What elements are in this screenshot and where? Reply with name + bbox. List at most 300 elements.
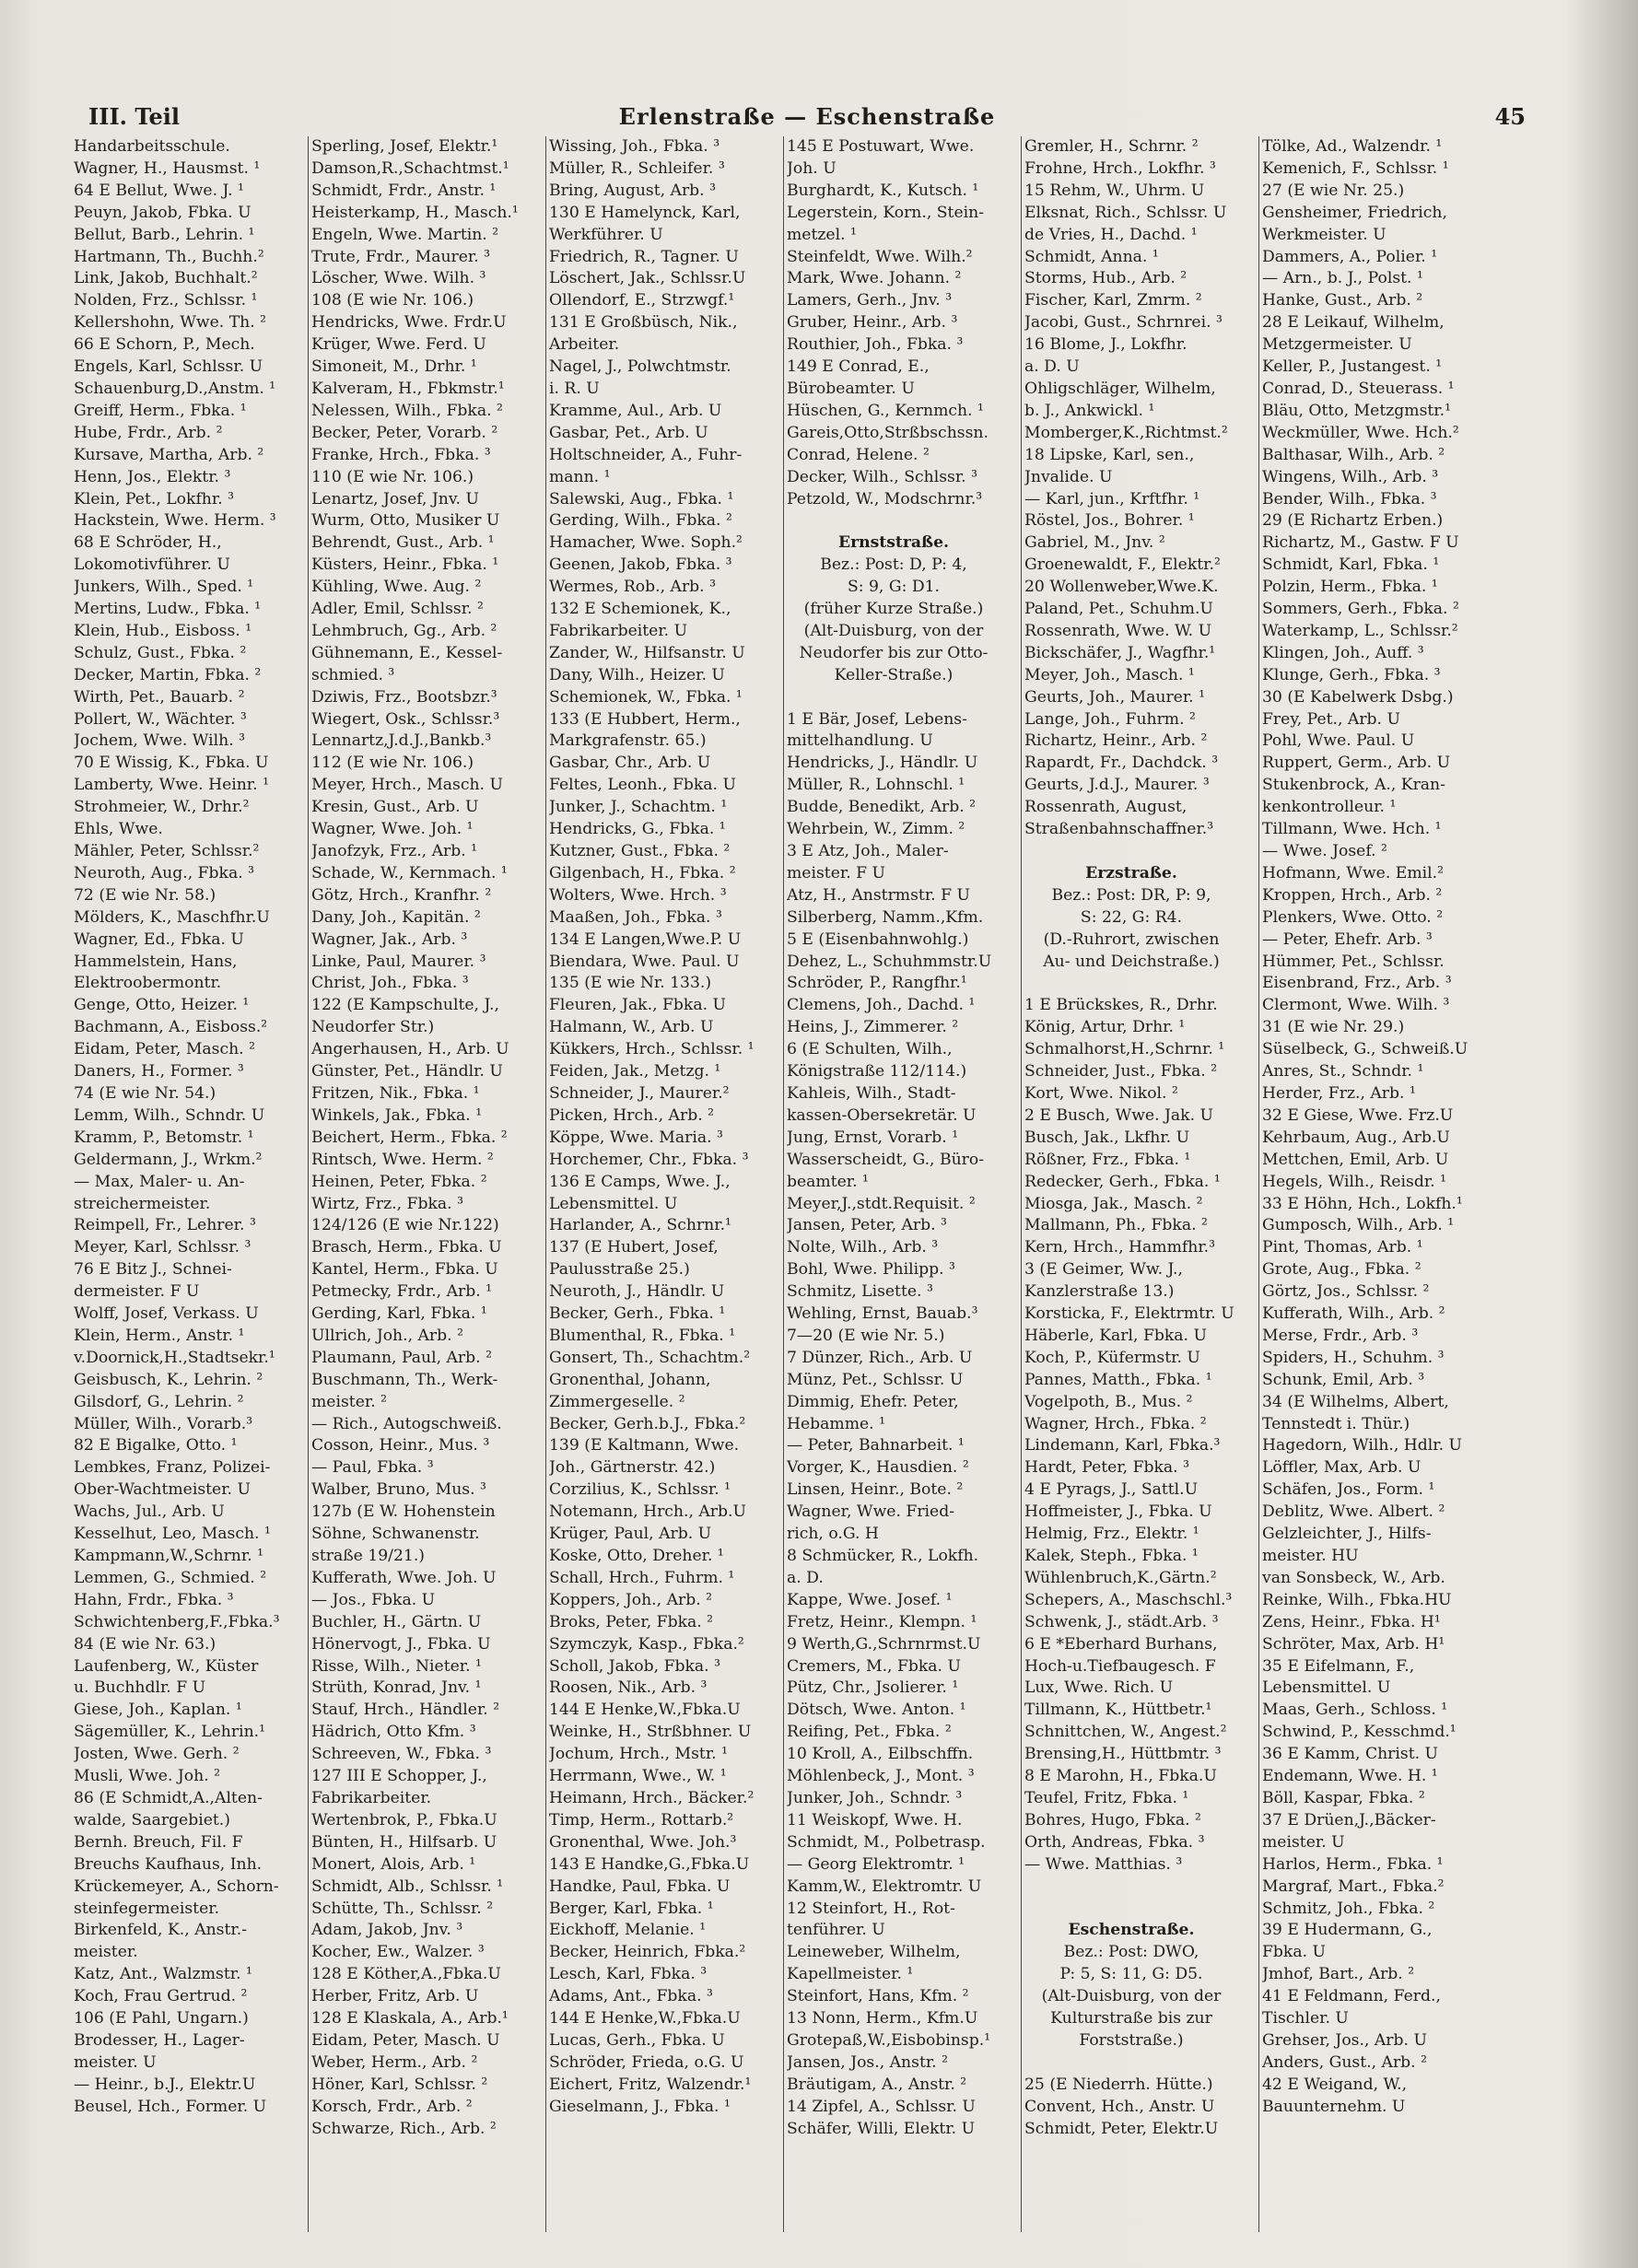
directory-line: Kalek, Steph., Fbka. ¹: [1024, 1547, 1199, 1565]
directory-line: Plenkers, Wwe. Otto. ²: [1262, 907, 1444, 927]
directory-line: 42 E Weigand, W.,: [1262, 2075, 1408, 2094]
directory-line: Rossenrath, Wwe. W. U: [1024, 621, 1212, 640]
directory-line: Roosen, Nik., Arb. ³: [549, 1678, 708, 1698]
directory-line: Heinen, Peter, Fbka. ²: [311, 1172, 487, 1191]
directory-line: Musli, Wwe. Joh. ²: [74, 1767, 221, 1786]
directory-line: Jacobi, Gust., Schrnrei. ³: [1024, 313, 1223, 333]
column-2: [311, 136, 529, 2237]
directory-line: Eidam, Peter, Masch. U: [311, 2030, 500, 2050]
directory-line: Budde, Benedikt, Arb. ²: [787, 798, 977, 817]
directory-line: Frey, Pet., Arb. U: [1262, 709, 1400, 729]
column-1: [74, 136, 291, 2237]
directory-line: Hanke, Gust., Arb. ²: [1262, 291, 1423, 310]
directory-line: dermeister. F U: [74, 1282, 200, 1302]
directory-line: Wehling, Ernst, Bauab.³: [787, 1304, 978, 1324]
directory-line: Wirth, Pet., Bauarb. ²: [74, 687, 245, 707]
directory-line: Nagel, J., Polwchtmstr.: [549, 357, 731, 377]
directory-line: Maaßen, Joh., Fbka. ³: [549, 907, 722, 927]
directory-line: Bez.: Post: D, P: 4,: [820, 555, 967, 575]
directory-line: Cremers, M., Fbka. U: [787, 1656, 961, 1676]
directory-line: Mölders, K., Maschfhr.U: [74, 907, 270, 927]
directory-line: Biendara, Wwe. Paul. U: [549, 952, 740, 971]
directory-line: Ohligschläger, Wilhelm,: [1024, 379, 1216, 398]
directory-line: Wehrbein, W., Zimm. ²: [787, 820, 965, 839]
directory-line: Dimmig, Ehefr. Peter,: [787, 1392, 959, 1411]
directory-line: 14 Zipfel, A., Schlssr. U: [787, 2097, 976, 2116]
directory-line: Lange, Joh., Fuhrm. ²: [1024, 709, 1196, 729]
directory-line: Koske, Otto, Dreher. ¹: [549, 1547, 724, 1565]
directory-line: Engels, Karl, Schlssr. U: [74, 357, 263, 377]
directory-line: 5 E (Eisenbahnwohlg.): [787, 929, 969, 949]
directory-line: König, Artur, Drhr. ¹: [1024, 1018, 1186, 1037]
directory-line: Kappe, Wwe. Josef. ¹: [787, 1590, 953, 1609]
directory-line: 39 E Hudermann, G.,: [1262, 1921, 1433, 1940]
directory-line: kassen-Obersekretär. U: [787, 1105, 977, 1125]
directory-line: Scholl, Jakob, Fbka. ³: [549, 1656, 720, 1676]
directory-line: Hädrich, Otto Kfm. ³: [311, 1723, 476, 1742]
directory-line: — Rich., Autogschweiß.: [311, 1414, 502, 1433]
directory-line: 86 (E Schmidt,A.,Alten-: [74, 1788, 263, 1807]
directory-line: [1024, 2052, 1238, 2075]
directory-line: Mark, Wwe. Johann. ²: [787, 269, 962, 288]
directory-line: Hönervogt, J., Fbka. U: [311, 1634, 491, 1654]
directory-line: Wurm, Otto, Musiker U: [311, 511, 500, 531]
directory-line: Jansen, Peter, Arb. ³: [787, 1216, 947, 1235]
directory-line: Kantel, Herm., Fbka. U: [311, 1260, 498, 1280]
directory-line: Horchemer, Chr., Fbka. ³: [549, 1150, 749, 1169]
directory-line: 33 E Höhn, Hch., Lokfh.¹: [1262, 1194, 1463, 1213]
directory-line: Hube, Frdr., Arb. ²: [74, 423, 223, 442]
directory-line: Koppers, Joh., Arb. ²: [549, 1590, 713, 1609]
directory-line: Kufferath, Wilh., Arb. ²: [1262, 1304, 1445, 1324]
directory-line: Schröder, P., Rangfhr.¹: [787, 974, 967, 993]
directory-line: Wolters, Wwe. Hrch. ³: [549, 885, 727, 905]
directory-line: Schmidt, M., Polbetrasp.: [787, 1832, 986, 1852]
directory-line: rich, o.G. H: [787, 1525, 879, 1544]
directory-line: Schade, W., Kernmach. ¹: [311, 863, 508, 883]
directory-line: Gilgenbach, H., Fbka. ²: [549, 863, 736, 883]
directory-line: Werkführer. U: [549, 225, 663, 244]
directory-line: Harlander, A., Schrnr.¹: [549, 1216, 731, 1235]
column-3: [549, 136, 766, 2237]
directory-line: Gasbar, Chr., Arb. U: [549, 754, 711, 773]
directory-line: Richartz, Heinr., Arb. ²: [1024, 731, 1208, 751]
directory-line: Gonsert, Th., Schachtm.²: [549, 1348, 751, 1367]
directory-line: Ruppert, Germ., Arb. U: [1262, 754, 1451, 773]
directory-line: Petzold, W., Modschrnr.³: [787, 489, 983, 509]
directory-line: Kalveram, H., Fbkmstr.¹: [311, 379, 505, 398]
directory-line: — Paul, Fbka. ³: [311, 1458, 434, 1478]
directory-line: Gronenthal, Wwe. Joh.³: [549, 1832, 737, 1852]
directory-line: 20 Wollenweber,Wwe.K.: [1024, 578, 1219, 597]
directory-line: Götz, Hrch., Kranfhr. ²: [311, 885, 492, 905]
directory-line: Höner, Karl, Schlssr. ²: [311, 2075, 488, 2094]
directory-line: Wühlenbruch,K.,Gärtn.²: [1024, 1568, 1217, 1587]
directory-line: Hümmer, Pet., Schlssr.: [1262, 952, 1445, 971]
directory-line: 27 (E wie Nr. 25.): [1262, 181, 1405, 200]
directory-line: Pütz, Chr., Jsolierer. ¹: [787, 1678, 959, 1698]
directory-line: 16 Blome, J., Lokfhr.: [1024, 335, 1188, 355]
directory-line: Hendricks, Wwe. Frdr.U: [311, 313, 507, 333]
directory-line: Genge, Otto, Heizer. ¹: [74, 996, 250, 1015]
directory-line: Decker, Martin, Fbka. ²: [74, 665, 262, 684]
directory-line: Lamers, Gerh., Jnv. ³: [787, 291, 953, 310]
directory-line: Schneider, J., Maurer.²: [549, 1083, 730, 1103]
directory-line: Tennstedt i. Thür.): [1262, 1414, 1410, 1433]
directory-line: Winkels, Jak., Fbka. ¹: [311, 1105, 483, 1125]
directory-line: Reifing, Pet., Fbka. ²: [787, 1723, 952, 1742]
directory-line: Lucas, Gerh., Fbka. U: [549, 2030, 725, 2050]
directory-line: Wermes, Rob., Arb. ³: [549, 578, 716, 597]
directory-line: Schütte, Th., Schlssr. ²: [311, 1899, 494, 1918]
directory-line: 12 Steinfort, H., Rot-: [787, 1899, 955, 1918]
directory-line: Geurts, Joh., Maurer. ¹: [1024, 687, 1205, 707]
directory-line: 145 E Postuwart, Wwe.: [787, 137, 975, 156]
header-part: III. Teil: [88, 103, 180, 130]
page-header: [88, 103, 1526, 140]
directory-line: Christ, Joh., Fbka. ³: [311, 974, 469, 993]
directory-line: Meyer, Karl, Schlssr. ³: [74, 1238, 252, 1257]
directory-line: Weber, Herm., Arb. ²: [311, 2052, 478, 2072]
directory-line: Notemann, Hrch., Arb.U: [549, 1502, 746, 1522]
directory-line: 41 E Feldmann, Ferd.,: [1262, 1987, 1441, 2006]
directory-line: [1024, 973, 1238, 995]
directory-line: Kern, Hrch., Hammfhr.³: [1024, 1238, 1215, 1257]
directory-line: Zimmergeselle. ²: [549, 1392, 685, 1411]
directory-line: Monert, Alois, Arb. ¹: [311, 1854, 476, 1874]
directory-line: Schwind, P., Kesschmd.¹: [1262, 1723, 1457, 1742]
directory-line: Hofmann, Wwe. Emil.²: [1262, 863, 1444, 883]
directory-line: Grehser, Jos., Arb. U: [1262, 2030, 1427, 2050]
directory-line: Holtschneider, A., Fuhr-: [549, 445, 743, 464]
directory-line: Bünten, H., Hilfsarb. U: [311, 1832, 497, 1852]
directory-line: Behrendt, Gust., Arb. ¹: [311, 533, 495, 553]
directory-line: Strohmeier, W., Drhr.²: [74, 798, 250, 817]
column-6: [1262, 136, 1480, 2237]
directory-line: Lux, Wwe. Rich. U: [1024, 1678, 1174, 1698]
directory-line: 137 (E Hubert, Josef,: [549, 1238, 719, 1257]
directory-line: Blumenthal, R., Fbka. ¹: [549, 1326, 736, 1345]
directory-line: Birkenfeld, K., Anstr.-: [74, 1921, 247, 1940]
directory-line: Polzin, Herm., Fbka. ¹: [1262, 578, 1438, 597]
directory-line: Werkmeister. U: [1262, 225, 1386, 244]
directory-line: Convent, Hch., Anstr. U: [1024, 2097, 1215, 2116]
directory-line: Adler, Emil, Schlssr. ²: [311, 600, 484, 619]
directory-line: Eschenstraße.: [1068, 1921, 1195, 1940]
directory-line: Kanzlerstraße 13.): [1024, 1282, 1175, 1302]
directory-line: Tillmann, K., Hüttbetr.¹: [1024, 1701, 1212, 1720]
directory-line: Koch, P., Küfermstr. U: [1024, 1348, 1200, 1367]
directory-line: Brasch, Herm., Fbka. U: [311, 1238, 502, 1257]
directory-line: schmied. ³: [311, 665, 395, 684]
directory-line: Heimann, Hrch., Bäcker.²: [549, 1788, 755, 1807]
directory-line: Waterkamp, L., Schlssr.²: [1262, 621, 1458, 640]
directory-line: Beichert, Herm., Fbka. ²: [311, 1128, 508, 1147]
directory-line: Beusel, Hch., Former. U: [74, 2097, 267, 2116]
directory-line: 82 E Bigalke, Otto. ¹: [74, 1436, 238, 1455]
directory-line: mann. ¹: [549, 467, 611, 486]
directory-line: 130 E Hamelynck, Karl,: [549, 203, 741, 222]
directory-line: Broks, Peter, Fbka. ²: [549, 1612, 714, 1631]
directory-line: 7 Dünzer, Rich., Arb. U: [787, 1348, 973, 1367]
directory-line: Wachs, Jul., Arb. U: [74, 1502, 225, 1522]
directory-line: v.Doornick,H.,Stadtsekr.¹: [74, 1348, 275, 1367]
directory-line: Lehmbruch, Gg., Arb. ²: [311, 621, 497, 640]
directory-line: Steinfeldt, Wwe. Wilh.²: [787, 247, 973, 266]
directory-line: Routhier, Joh., Fbka. ³: [787, 335, 964, 355]
directory-line: Herrmann, Wwe., W. ¹: [549, 1767, 727, 1786]
directory-line: Frohne, Hrch., Lokfhr. ³: [1024, 158, 1216, 178]
directory-line: 128 E Köther,A.,Fbka.U: [311, 1965, 501, 1984]
directory-line: 18 Lipske, Karl, sen.,: [1024, 445, 1195, 464]
directory-line: Lesch, Karl, Fbka. ³: [549, 1965, 708, 1984]
directory-line: Jochum, Hrch., Mstr. ¹: [549, 1745, 728, 1764]
directory-line: Gruber, Heinr., Arb. ³: [787, 313, 958, 333]
directory-line: 30 (E Kabelwerk Dsbg.): [1262, 687, 1454, 707]
directory-line: 144 E Henke,W.,Fbka.U: [549, 2009, 741, 2028]
directory-line: a. D. U: [1024, 357, 1080, 377]
directory-line: Bauunternehm. U: [1262, 2097, 1406, 2116]
directory-line: Keller-Straße.): [834, 665, 954, 684]
directory-line: Günster, Pet., Händlr. U: [311, 1062, 503, 1081]
directory-line: Ernststraße.: [837, 533, 950, 553]
directory-line: Straßenbahnschaffner.³: [1024, 820, 1214, 839]
directory-line: meister. ²: [311, 1392, 388, 1411]
directory-line: Storms, Hub., Arb. ²: [1024, 269, 1188, 288]
directory-line: beamter. ¹: [787, 1172, 869, 1191]
directory-line: Kühling, Wwe. Aug. ²: [311, 578, 482, 597]
directory-line: meister. F U: [787, 863, 885, 883]
directory-line: Schmitz, Lisette. ³: [787, 1282, 933, 1302]
directory-line: 13 Nonn, Herm., Kfm.U: [787, 2009, 978, 2028]
directory-line: Szymczyk, Kasp., Fbka.²: [549, 1634, 744, 1654]
directory-line: Handarbeitsschule.: [74, 137, 230, 156]
directory-line: Joh., Gärtnerstr. 42.): [549, 1458, 716, 1478]
directory-line: Gremler, H., Schrnr. ²: [1024, 137, 1199, 156]
directory-line: Mallmann, Ph., Fbka. ²: [1024, 1216, 1208, 1235]
directory-line: Hartmann, Th., Buchh.²: [74, 247, 264, 266]
directory-line: — Max, Maler- u. An-: [74, 1172, 245, 1191]
directory-line: — Wwe. Matthias. ³: [1024, 1854, 1183, 1874]
directory-line: Fabrikarbeiter. U: [549, 621, 688, 640]
directory-line: Lamberty, Wwe. Heinr. ¹: [74, 776, 269, 795]
directory-line: Miosga, Jak., Masch. ²: [1024, 1194, 1203, 1213]
directory-line: Klunge, Gerh., Fbka. ³: [1262, 665, 1441, 684]
directory-line: Teufel, Fritz, Fbka. ¹: [1024, 1788, 1189, 1807]
directory-line: Schröder, Frieda, o.G. U: [549, 2052, 744, 2072]
directory-line: Linke, Paul, Maurer. ³: [311, 952, 486, 971]
directory-line: Dammers, A., Polier. ¹: [1262, 247, 1438, 266]
directory-line: — Jos., Fbka. U: [311, 1590, 436, 1609]
directory-line: de Vries, H., Dachd. ¹: [1024, 225, 1198, 244]
directory-line: Gelzleichter, J., Hilfs-: [1262, 1525, 1432, 1544]
directory-line: Bürobeamter. U: [787, 379, 915, 398]
directory-line: 34 (E Wilhelms, Albert,: [1262, 1392, 1449, 1411]
directory-line: 2 E Busch, Wwe. Jak. U: [1024, 1105, 1213, 1125]
directory-line: Walber, Bruno, Mus. ³: [311, 1480, 486, 1500]
directory-line: (Alt-Duisburg, von der: [1041, 1987, 1222, 2006]
directory-line: Gronenthal, Johann,: [549, 1370, 711, 1389]
directory-line: Neuroth, J., Händlr. U: [549, 1282, 725, 1302]
directory-line: 25 (E Niederrh. Hütte.): [1024, 2075, 1213, 2094]
directory-line: Momberger,K.,Richtmst.²: [1024, 423, 1228, 442]
directory-line: — Arn., b. J., Polst. ¹: [1262, 269, 1423, 288]
directory-line: Pannes, Matth., Fbka. ¹: [1024, 1370, 1212, 1389]
directory-line: Fretz, Heinr., Klempn. ¹: [787, 1612, 977, 1631]
directory-line: Lindemann, Karl, Fbka.³: [1024, 1436, 1221, 1455]
directory-line: Ober-Wachtmeister. U: [74, 1480, 251, 1500]
directory-line: walde, Saargebiet.): [74, 1810, 230, 1830]
directory-line: Balthasar, Wilh., Arb. ²: [1262, 445, 1445, 464]
directory-line: Conrad, D., Steuerass. ¹: [1262, 379, 1455, 398]
directory-line: Keller, P., Justangest. ¹: [1262, 357, 1443, 377]
directory-line: Schmidt, Peter, Elektr.U: [1024, 2119, 1219, 2138]
directory-line: Endemann, Wwe. H. ¹: [1262, 1767, 1438, 1786]
directory-line: Margraf, Mart., Fbka.²: [1262, 1876, 1445, 1896]
directory-line: 84 (E wie Nr. 63.): [74, 1634, 216, 1654]
directory-line: 3 (E Geimer, Ww. J.,: [1024, 1260, 1183, 1280]
directory-line: 135 (E wie Nr. 133.): [549, 974, 712, 993]
directory-line: i. R. U: [549, 379, 600, 398]
directory-line: Gumposch, Wilh., Arb. ¹: [1262, 1216, 1455, 1235]
directory-line: Geldermann, J., Wrkm.²: [74, 1150, 263, 1169]
directory-line: 134 E Langen,Wwe.P. U: [549, 929, 742, 949]
directory-line: 64 E Bellut, Wwe. J. ¹: [74, 181, 244, 200]
directory-line: Spiders, H., Schuhm. ³: [1262, 1348, 1445, 1367]
directory-line: Breuchs Kaufhaus, Inh.: [74, 1854, 263, 1874]
directory-line: 143 E Handke,G.,Fbka.U: [549, 1854, 750, 1874]
directory-line: Markgrafenstr. 65.): [549, 731, 707, 751]
directory-line: Kroppen, Hrch., Arb. ²: [1262, 885, 1443, 905]
directory-line: Kursave, Martha, Arb. ²: [74, 445, 264, 464]
directory-line: Steinfort, Hans, Kfm. ²: [787, 1987, 969, 2006]
directory-line: 6 E *Eberhard Burhans,: [1024, 1634, 1218, 1654]
directory-line: Schwenk, J., städt.Arb. ³: [1024, 1612, 1219, 1631]
directory-line: Schmidt, Frdr., Anstr. ¹: [311, 181, 497, 200]
directory-line: Bellut, Barb., Lehrin. ¹: [74, 225, 255, 244]
directory-line: Leineweber, Wilhelm,: [787, 1943, 961, 1962]
directory-line: Schäfen, Jos., Form. ¹: [1262, 1480, 1435, 1500]
directory-line: Hahn, Frdr., Fbka. ³: [74, 1590, 234, 1609]
directory-line: u. Buchhdlr. F U: [74, 1678, 206, 1698]
directory-line: Klein, Herm., Anstr. ¹: [74, 1326, 245, 1345]
directory-line: Schemionek, W., Fbka. ¹: [549, 687, 743, 707]
directory-line: Gareis,Otto,Strßbschssn.: [787, 423, 989, 442]
header-streets: Erlenstraße — Eschenstraße: [618, 103, 996, 130]
directory-line: Anres, St., Schndr. ¹: [1262, 1062, 1424, 1081]
directory-line: Paland, Pet., Schuhm.U: [1024, 600, 1213, 619]
directory-line: Nelessen, Wilh., Fbka. ²: [311, 401, 503, 420]
directory-line: Fabrikarbeiter.: [311, 1788, 432, 1807]
directory-line: — Georg Elektromtr. ¹: [787, 1854, 965, 1874]
directory-line: Neudorfer Str.): [311, 1018, 435, 1037]
directory-line: mittelhandlung. U: [787, 731, 933, 751]
directory-line: Kapellmeister. ¹: [787, 1965, 914, 1984]
directory-line: Görtz, Jos., Schlssr. ²: [1262, 1282, 1430, 1302]
directory-line: Häberle, Karl, Fbka. U: [1024, 1326, 1207, 1345]
directory-line: Atz, H., Anstrmstr. F U: [787, 885, 970, 905]
directory-line: Engeln, Wwe. Martin. ²: [311, 225, 499, 244]
directory-line: Peuyn, Jakob, Fbka. U: [74, 203, 252, 222]
directory-line: Trute, Frdr., Maurer. ³: [311, 247, 491, 266]
directory-line: Küsters, Heinr., Fbka. ¹: [311, 555, 499, 575]
directory-line: Kramm, P., Betomstr. ¹: [74, 1128, 254, 1147]
directory-line: 8 Schmücker, R., Lokfh.: [787, 1547, 979, 1565]
directory-line: Bez.: Post: DR, P: 9,: [1051, 885, 1211, 905]
directory-line: Gühnemann, E., Kessel-: [311, 643, 503, 662]
directory-line: Sperling, Josef, Elektr.¹: [311, 137, 498, 156]
directory-line: Kresin, Gust., Arb. U: [311, 798, 479, 817]
directory-line: Jnvalide. U: [1024, 467, 1113, 486]
directory-line: Berger, Karl, Fbka. ¹: [549, 1899, 714, 1918]
directory-line: Fischer, Karl, Zmrm. ²: [1024, 291, 1202, 310]
directory-line: Strüth, Konrad, Jnv. ¹: [311, 1678, 482, 1698]
directory-line: Bläu, Otto, Metzgmstr.¹: [1262, 401, 1451, 420]
directory-line: Elektroobermontr.: [74, 974, 222, 993]
directory-line: Koch, Frau Gertrud. ²: [74, 1987, 248, 2006]
directory-line: Silberberg, Namm.,Kfm.: [787, 907, 984, 927]
directory-line: Klein, Hub., Eisboss. ¹: [74, 621, 252, 640]
directory-line: 124/126 (E wie Nr.122): [311, 1216, 499, 1235]
directory-line: Dziwis, Frz., Bootsbzr.³: [311, 687, 497, 707]
directory-line: Gensheimer, Friedrich,: [1262, 203, 1447, 222]
directory-line: Wagner, Wwe. Fried-: [787, 1502, 955, 1522]
directory-line: Sägemüller, K., Lehrin.¹: [74, 1723, 266, 1742]
directory-line: Schmidt, Karl, Fbka. ¹: [1262, 555, 1440, 575]
directory-line: Angerhausen, H., Arb. U: [311, 1040, 509, 1059]
directory-line: Schulz, Gust., Fbka. ²: [74, 643, 247, 662]
directory-line: Jmhof, Bart., Arb. ²: [1262, 1965, 1415, 1984]
directory-line: 144 E Henke,W.,Fbka.U: [549, 1701, 741, 1720]
directory-line: [1024, 841, 1238, 863]
directory-line: Metzgermeister. U: [1262, 335, 1412, 355]
directory-line: Feltes, Leonh., Fbka. U: [549, 776, 736, 795]
directory-line: 110 (E wie Nr. 106.): [311, 467, 474, 486]
page-number: 45: [1494, 103, 1526, 130]
directory-line: 74 (E wie Nr. 54.): [74, 1083, 216, 1103]
directory-line: Cosson, Heinr., Mus. ³: [311, 1436, 490, 1455]
directory-line: 10 Kroll, A., Eilbschffn.: [787, 1745, 974, 1764]
directory-line: Dany, Joh., Kapitän. ²: [311, 907, 481, 927]
directory-line: Schwichtenberg,F.,Fbka.³: [74, 1612, 280, 1631]
directory-line: Ullrich, Joh., Arb. ²: [311, 1326, 463, 1345]
directory-line: Junker, J., Schachtm. ¹: [549, 798, 728, 817]
directory-line: Kamm,W., Elektromtr. U: [787, 1876, 982, 1896]
directory-line: Dehez, L., Schuhmmstr.U: [787, 952, 992, 971]
directory-line: — Wwe. Josef. ²: [1262, 842, 1387, 860]
directory-line: Lokomotivführer. U: [74, 555, 230, 575]
directory-line: Au- und Deichstraße.): [1043, 952, 1220, 971]
directory-line: Eichert, Fritz, Walzendr.¹: [549, 2075, 752, 2094]
directory-line: Kramme, Aul., Arb. U: [549, 401, 722, 420]
directory-line: Stauf, Hrch., Händler. ²: [311, 1701, 500, 1720]
directory-line: Schall, Hrch., Fuhrm. ¹: [549, 1568, 735, 1587]
directory-line: Adam, Jakob, Jnv. ³: [311, 1921, 463, 1940]
directory-line: Laufenberg, W., Küster: [74, 1656, 259, 1676]
directory-line: Wolff, Josef, Verkass. U: [74, 1304, 259, 1324]
directory-line: Friedrich, R., Tagner. U: [549, 247, 739, 266]
directory-line: 132 E Schemionek, K.,: [549, 600, 731, 619]
directory-line: — Karl, jun., Krftfhr. ¹: [1024, 489, 1200, 509]
directory-line: Linsen, Heinr., Bote. ²: [787, 1480, 964, 1500]
directory-line: S: 9, G: D1.: [847, 578, 941, 597]
directory-line: 28 E Leikauf, Wilhelm,: [1262, 313, 1445, 333]
directory-line: Damson,R.,Schachtmst.¹: [311, 158, 509, 178]
directory-line: Kulturstraße bis zur: [1050, 2009, 1212, 2028]
directory-line: Gasbar, Pet., Arb. U: [549, 423, 708, 442]
directory-line: Schunk, Emil, Arb. ³: [1262, 1370, 1425, 1389]
directory-line: Timp, Herm., Rottarb.²: [549, 1810, 734, 1830]
